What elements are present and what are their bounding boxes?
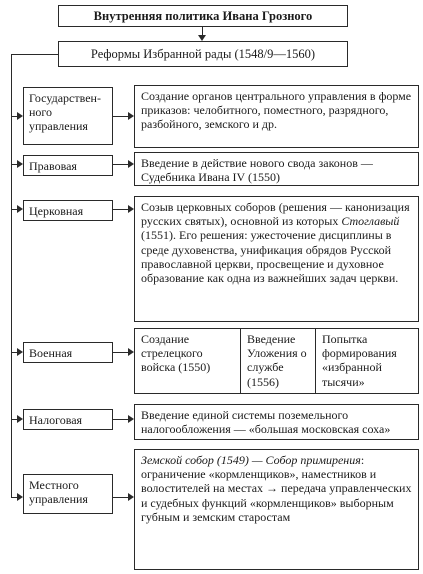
category-tax: Налоговая <box>23 409 113 430</box>
spine-line <box>11 54 12 498</box>
branch-line <box>113 116 128 117</box>
category-local-government: Местного управления <box>23 474 113 514</box>
diagram-title: Внутренняя политика Ивана Грозного <box>58 5 348 27</box>
stoglav-italic: Стоглавый <box>341 214 400 229</box>
description-church: Созыв церковных соборов (решения — канонизация русских святых), основной из которых Стоглавый (1551). Его решения: ужесточение дисциплины в среде духовенства, унификация обрядов Русской православной церкви, просвещение и духовное образование как одна из важнейших задач церкви. <box>134 196 419 322</box>
branch-line <box>113 164 128 165</box>
branch-line <box>113 497 128 498</box>
description-state-administration: Создание органов центрального управления в форме приказов: челобитного, поместного, разрядного, разбойного, земского и др. <box>134 85 419 148</box>
category-state-administration: Государствен- ного управления <box>23 87 113 145</box>
military-izbrannaya-tysyacha: Попытка формирования «избранной тысячи» <box>315 328 419 394</box>
connector-line <box>202 27 203 35</box>
military-streltsy: Создание стрелецкого войска (1550) <box>134 328 241 394</box>
category-church: Церковная <box>23 200 113 221</box>
spine-top-line <box>11 54 58 55</box>
zemsky-sobor-italic: Земской собор (1549) — Собор примирения <box>141 453 361 467</box>
category-military: Военная <box>23 342 113 363</box>
description-legal: Введение в действие нового свода законов — Судебника Ивана IV (1550) <box>134 152 419 186</box>
military-ulozhenie: Введение Уложения о службе (1556) <box>240 328 316 394</box>
reforms-box: Реформы Избранной рады (1548/9—1560) <box>58 41 348 67</box>
description-tax: Введение единой системы поземельного налогообложения — «большая московская соха» <box>134 404 419 440</box>
branch-line <box>113 419 128 420</box>
description-local-government: Земской собор (1549) — Собор примирения: ограничение «кормленщиков», наместников и волостителей на местах → передача управленческих и судебных функций «кормленщиков» выборным губным и земским старостам <box>134 449 419 570</box>
branch-line <box>113 352 128 353</box>
category-legal: Правовая <box>23 155 113 176</box>
branch-line <box>113 209 128 210</box>
